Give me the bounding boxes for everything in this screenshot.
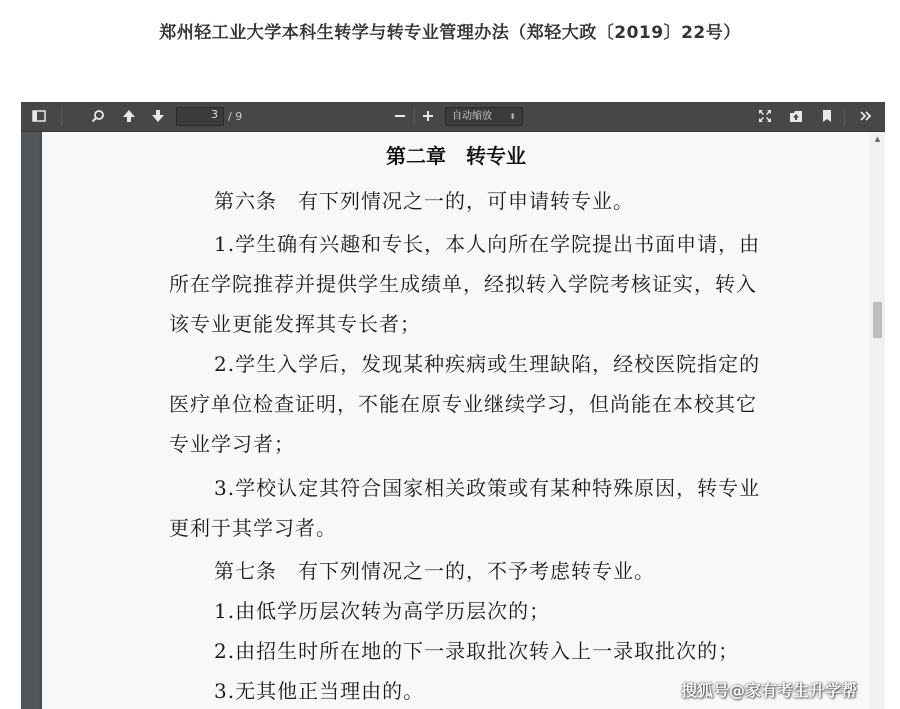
plus-icon — [421, 109, 435, 123]
double-chevron-right-icon — [859, 109, 873, 123]
updown-caret-icon: ⬍ — [509, 112, 516, 121]
toolbar-separator — [414, 108, 415, 126]
minus-icon — [393, 109, 407, 123]
sidebar-toggle-button[interactable] — [28, 106, 50, 128]
watermark: 搜狐号@家有考生升学帮 — [681, 681, 858, 700]
next-page-button[interactable] — [147, 106, 169, 128]
zoom-in-button[interactable] — [417, 106, 439, 128]
text-line: 3.无其他正当理由的。 — [214, 679, 425, 703]
article-heading: 第六条 有下列情况之一的，可申请转专业。 — [214, 189, 634, 213]
sidebar-toggle-icon — [32, 109, 46, 123]
presentation-mode-button[interactable] — [754, 106, 776, 128]
arrow-down-icon — [151, 109, 165, 123]
tools-button[interactable] — [855, 106, 877, 128]
document-page — [42, 132, 870, 709]
viewer-toolbar — [21, 102, 885, 132]
text-line: 1.学生确有兴趣和专长，本人向所在学院提出书面申请，由 — [214, 232, 761, 256]
toolbar-separator — [844, 108, 845, 126]
pdf-viewer — [21, 102, 885, 709]
text-line: 更利于其学习者。 — [169, 516, 337, 540]
page-title: 郑州轻工业大学本科生转学与转专业管理办法（郑轻大政〔2019〕22号） — [159, 23, 741, 43]
document-area[interactable] — [21, 132, 885, 709]
vertical-scrollbar[interactable] — [870, 132, 885, 709]
search-button[interactable] — [87, 106, 109, 128]
toolbar-separator — [61, 108, 62, 126]
bookmark-icon — [820, 109, 834, 123]
fullscreen-icon — [758, 109, 772, 123]
text-line: 该专业更能发挥其专长者； — [169, 312, 421, 336]
page-total-label: / 9 — [228, 110, 243, 123]
text-line: 所在学院推荐并提供学生成绩单，经拟转入学院考核证实，转入 — [169, 272, 757, 296]
text-line: 3.学校认定其符合国家相关政策或有某种特殊原因，转专业 — [214, 476, 761, 500]
zoom-select[interactable] — [445, 107, 523, 126]
zoom-out-button[interactable] — [389, 106, 411, 128]
previous-page-button[interactable] — [118, 106, 140, 128]
zoom-select-label: 自动缩放 — [452, 111, 492, 122]
text-line: 1.由低学历层次转为高学历层次的； — [214, 599, 551, 623]
scroll-up-arrow-icon[interactable]: ▲ — [874, 135, 881, 143]
open-file-icon — [789, 109, 803, 123]
open-file-button[interactable] — [785, 106, 807, 128]
search-icon — [91, 109, 105, 123]
arrow-up-icon — [122, 109, 136, 123]
article-heading: 第七条 有下列情况之一的，不予考虑转专业。 — [214, 559, 655, 583]
chapter-heading: 第二章 转专业 — [386, 144, 526, 168]
page-number-input[interactable]: 3 — [176, 107, 224, 126]
text-line: 专业学习者； — [169, 432, 295, 456]
scroll-thumb[interactable] — [873, 302, 882, 338]
text-line: 2.由招生时所在地的下一录取批次转入上一录取批次的； — [214, 639, 740, 663]
text-line: 医疗单位检查证明，不能在原专业继续学习，但尚能在本校其它 — [169, 392, 757, 416]
text-line: 2.学生入学后，发现某种疾病或生理缺陷，经校医院指定的 — [214, 352, 761, 376]
bookmark-button[interactable] — [816, 106, 838, 128]
